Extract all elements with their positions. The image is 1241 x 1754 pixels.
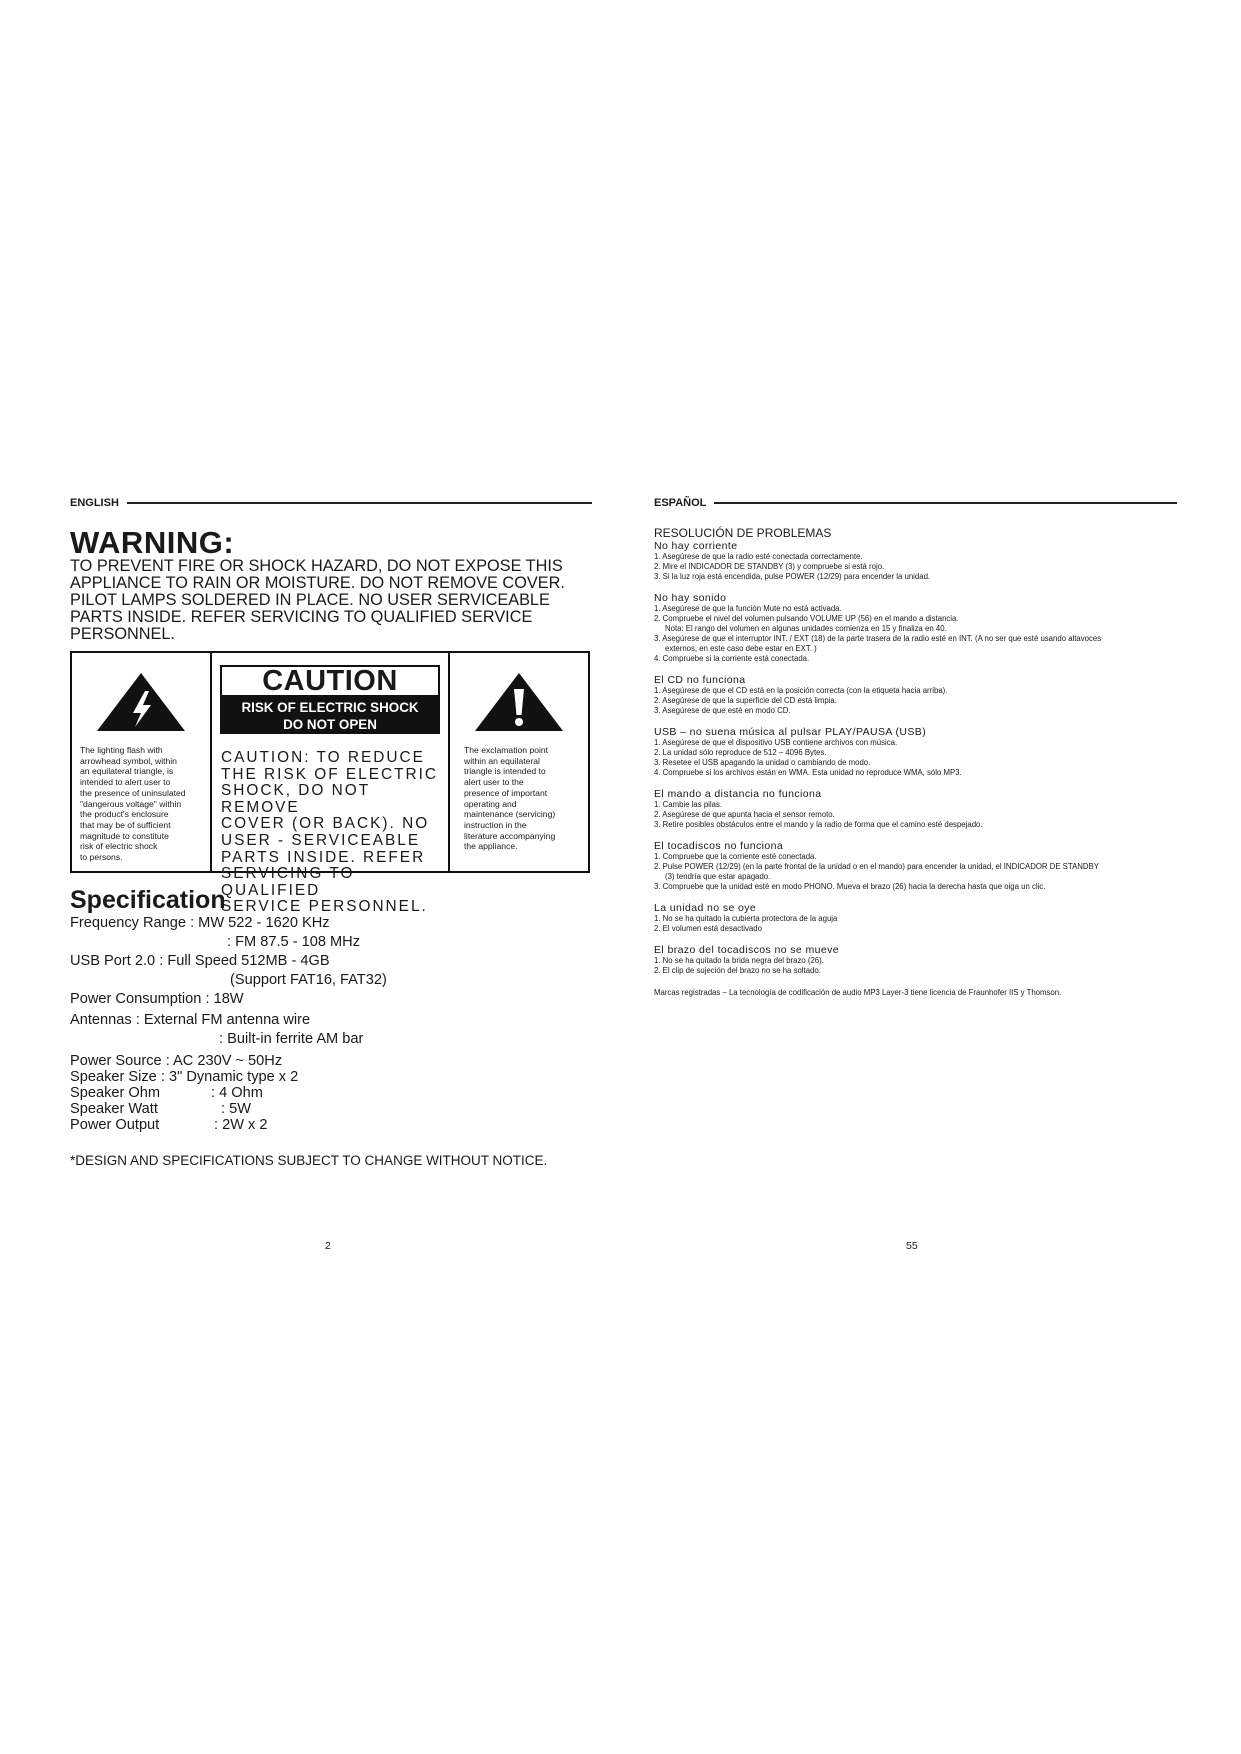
spec-frequency: Frequency Range : MW 522 - 1620 KHz [70, 915, 330, 931]
page-number-left: 2 [325, 1240, 331, 1252]
section-item: 2. Asegúrese de que la superficie del CD está limpia. [654, 696, 837, 705]
section-item: 1. Asegúrese de que el dispositivo USB contiene archivos con música. [654, 738, 898, 747]
troubleshooting-section [654, 592, 1177, 664]
section-heading: No hay sonido [654, 592, 727, 604]
section-item: 3. Asegúrese de que el interruptor INT. / EXT (18) de la parte trasera de la radio esté en INT. (A no ser que esté usando altavoces [654, 634, 1102, 643]
caution-heading: CAUTION [220, 665, 440, 697]
spec-usb: USB Port 2.0 : Full Speed 512MB - 4GB [70, 953, 330, 969]
section-item: 4. Compruebe si la corriente está conectada. [654, 654, 810, 663]
troubleshooting-section [654, 840, 1177, 892]
section-item: 1. No se ha quitado la cubierta protectora de la aguja [654, 914, 838, 923]
risk-line: DO NOT OPEN [283, 717, 377, 732]
section-item: 2. El clip de sujeción del brazo no se ha soltado. [654, 966, 821, 975]
spec-value: : 2W x 2 [214, 1117, 268, 1133]
english-page [70, 494, 592, 1168]
spec-speaker-size: Speaker Size : 3" Dynamic type x 2 [70, 1069, 299, 1085]
exclamation-symbol-note: The exclamation point within an equilateral triangle is intended to alert user to the presence of important operating and maintenance (servicing) instruction in the literature accompanying the appliance. [464, 745, 556, 852]
spec-label: Speaker Ohm [70, 1085, 161, 1101]
spec-antennas: Antennas : External FM antenna wire [70, 1012, 311, 1028]
section-item: (3) tendría que estar apagado. [665, 872, 771, 881]
section-heading: El mando a distancia no funciona [654, 788, 822, 800]
troubleshooting-section [654, 788, 1177, 830]
spanish-page [654, 494, 1177, 998]
header-rule [714, 502, 1177, 504]
spec-antennas-am: : Built-in ferrite AM bar [219, 1031, 364, 1047]
warning-title: WARNING: [70, 525, 235, 560]
page-number-right: 55 [906, 1240, 918, 1252]
spec-power-output [70, 1117, 592, 1133]
troubleshooting-section [654, 674, 1177, 716]
section-item: 2. Asegúrese de que apunta hacia el sensor remoto. [654, 810, 835, 819]
section-item: 3. Asegúrese de que esté en modo CD. [654, 706, 791, 715]
section-heading: USB – no suena música al pulsar PLAY/PAUSA (USB) [654, 726, 927, 738]
caution-panel [212, 653, 450, 916]
troubleshooting-section [654, 944, 1177, 976]
section-item: 2. Mire el INDICADOR DE STANDBY (3) y compruebe si está rojo. [654, 562, 885, 571]
section-item: externos, en este caso debe estar en EXT. ) [665, 644, 817, 653]
troubleshooting-section [654, 540, 1177, 582]
exclamation-symbol-panel [450, 653, 588, 871]
exclamation-warning-icon [473, 671, 565, 733]
spec-power-consumption: Power Consumption : 18W [70, 991, 244, 1007]
section-item: Nota: El rango del volumen en algunas unidades comienza en 15 y finaliza en 40. [665, 624, 947, 633]
troubleshooting-sections [654, 540, 1177, 976]
section-item: 1. Cambie las pilas. [654, 800, 723, 809]
section-item: 1. Asegúrese de que la radio esté conectada correctamente. [654, 552, 863, 561]
spec-label: Power Output [70, 1117, 160, 1133]
section-item: 1. Asegúrese de que la función Mute no está activada. [654, 604, 842, 613]
warning-text [70, 558, 592, 643]
troubleshooting-section [654, 726, 1177, 778]
section-item: 2. Compruebe el nivel del volumen pulsando VOLUME UP (56) en el mando a distancia. [654, 614, 959, 623]
section-item: 1. Asegúrese de que el CD está en la posición correcta (con la etiqueta hacia arriba). [654, 686, 948, 695]
section-item: 2. La unidad sólo reproduce de 512 – 4096 Bytes. [654, 748, 827, 757]
trademark-note: Marcas registradas – La tecnología de codificación de audio MP3 Layer-3 tiene licencia de Fraunhofer IIS y Thomson. [654, 988, 1062, 997]
troubleshooting-section [654, 902, 1177, 934]
section-heading: El CD no funciona [654, 674, 746, 686]
specification-list [70, 914, 592, 1133]
section-item: 3. Si la luz roja está encendida, pulse POWER (12/29) para encender la unidad. [654, 572, 931, 581]
section-heading: El brazo del tocadiscos no se mueve [654, 944, 840, 956]
caution-body: CAUTION: TO REDUCE THE RISK OF ELECTRIC SHOCK, DO NOT REMOVE COVER (OR BACK). NO USER - SERVICEABLE PARTS INSIDE. REFER SERVICING TO QUALIFIED SERVICE PERSONNEL. [221, 749, 439, 916]
section-item: 3. Compruebe que la unidad esté en modo PHONO. Mueva el brazo (26) hacia la derecha hasta que oiga un clic. [654, 882, 1046, 891]
warning-line: APPLIANCE TO RAIN OR MOISTURE. DO NOT REMOVE COVER. [70, 574, 565, 592]
warning-line: PILOT LAMPS SOLDERED IN PLACE. NO USER SERVICEABLE [70, 591, 550, 609]
section-heading: El tocadiscos no funciona [654, 840, 784, 852]
section-item: 2. Pulse POWER (12/29) (en la parte frontal de la unidad o en el mando) para encender la unidad, el INDICADOR DE STANDBY [654, 862, 1099, 871]
language-label: ESPAÑOL [654, 497, 707, 509]
warning-line: TO PREVENT FIRE OR SHOCK HAZARD, DO NOT EXPOSE THIS [70, 557, 563, 575]
lightning-warning-icon [95, 671, 187, 733]
spec-speaker-ohm [70, 1085, 592, 1101]
shock-symbol-note: The lighting flash with arrowhead symbol, within an equilateral triangle, is intended to alert user to the presence of uninsulated "dangerous voltage" within the product's enclosure that may be of sufficient magnitude to constitute risk of electric shock to persons. [80, 745, 186, 863]
section-item: 3. Resetee el USB apagando la unidad o cambiando de modo. [654, 758, 871, 767]
section-item: 1. No se ha quitado la brida negra del brazo (26). [654, 956, 824, 965]
change-notice: *DESIGN AND SPECIFICATIONS SUBJECT TO CHANGE WITHOUT NOTICE. [70, 1153, 548, 1168]
spec-value: : 4 Ohm [211, 1085, 263, 1101]
spec-value: : 5W [221, 1101, 251, 1117]
language-label: ENGLISH [70, 497, 119, 509]
shock-symbol-panel [72, 653, 212, 871]
spec-usb-support: (Support FAT16, FAT32) [230, 972, 387, 988]
troubleshooting-title: RESOLUCIÓN DE PROBLEMAS [654, 526, 832, 540]
header-rule [127, 502, 592, 504]
language-header [654, 494, 1177, 512]
spec-label: Speaker Watt [70, 1101, 158, 1117]
spec-speaker-watt [70, 1101, 592, 1117]
risk-line: RISK OF ELECTRIC SHOCK [241, 700, 419, 715]
section-item: 3. Retire posibles obstáculos entre el mando y la radio de forma que el camino esté despejado. [654, 820, 983, 829]
specification-title: Specification [70, 886, 226, 914]
section-item: 1. Compruebe que la corriente esté conectada. [654, 852, 817, 861]
warning-line: PERSONNEL. [70, 625, 175, 643]
section-heading: La unidad no se oye [654, 902, 757, 914]
language-header [70, 494, 592, 512]
spec-power-source: Power Source : AC 230V ~ 50Hz [70, 1053, 283, 1069]
spec-frequency-fm: : FM 87.5 - 108 MHz [227, 934, 361, 950]
section-item: 4. Compruebe si los archivos están en WMA. Esta unidad no reproduce WMA, sólo MP3. [654, 768, 962, 777]
section-item: 2. El volumen está desactivado [654, 924, 762, 933]
section-heading: No hay corriente [654, 540, 738, 552]
risk-banner [220, 697, 440, 734]
warning-line: PARTS INSIDE. REFER SERVICING TO QUALIFIED SERVICE [70, 608, 533, 626]
